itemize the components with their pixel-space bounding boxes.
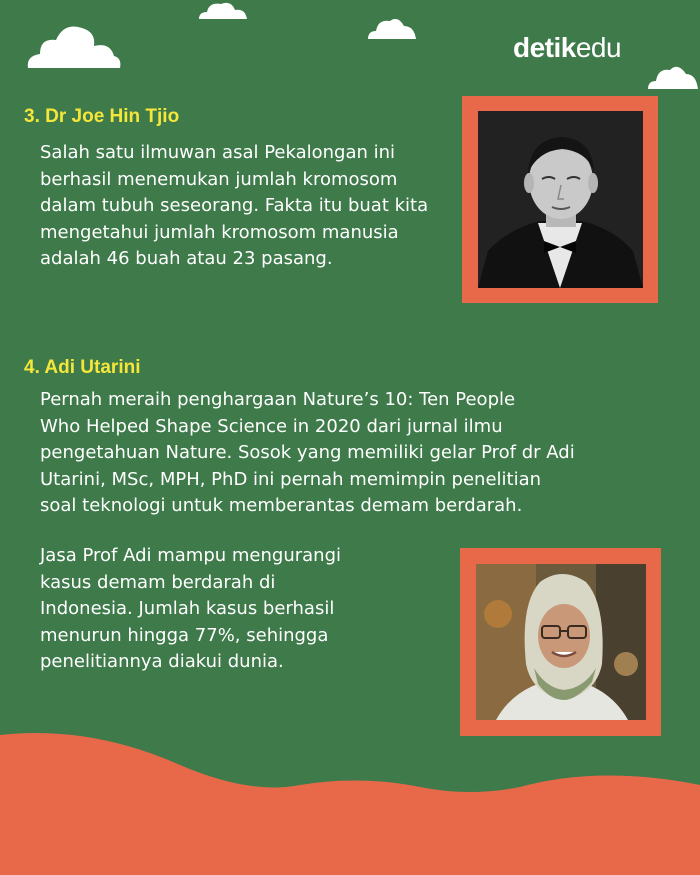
text-line: Who Helped Shape Science in 2020 dari jurnal ilmu	[40, 415, 503, 437]
text-line: kasus demam berdarah di	[40, 571, 276, 593]
section-body-adi-utarini-achievement	[40, 387, 575, 520]
cloud-icon	[24, 18, 124, 70]
decorative-wave	[0, 725, 700, 875]
cloud-icon	[197, 0, 249, 20]
text-line: adalah 46 buah atau 23 pasang.	[40, 248, 333, 269]
portrait-man-bowtie	[478, 111, 643, 288]
section-body-adi-utarini-impact	[40, 543, 341, 676]
text-line: penelitiannya diakui dunia.	[40, 651, 284, 672]
section-heading-joe-hin-tjio: 3. Dr Joe Hin Tjio	[24, 106, 180, 127]
text-line: Pernah meraih penghargaan Nature’s 10: Ten People	[40, 389, 516, 410]
text-line: mengetahui jumlah kromosom manusia	[40, 221, 399, 243]
text-line: Jasa Prof Adi mampu mengurangi	[40, 545, 341, 566]
text-line: Salah satu ilmuwan asal Pekalongan ini	[40, 142, 396, 163]
text-line: soal teknologi untuk memberantas demam berdarah.	[40, 495, 523, 516]
text-line: dalam tubuh seseorang. Fakta itu buat kita	[40, 195, 429, 216]
portrait-woman-hijab	[476, 564, 646, 720]
text-line: berhasil menemukan jumlah kromosom	[40, 168, 398, 190]
section-body-joe-hin-tjio	[40, 140, 428, 273]
text-line: Indonesia. Jumlah kasus berhasil	[40, 598, 335, 619]
text-line: menurun hingga 77%, sehingga	[40, 624, 329, 646]
cloud-icon	[366, 14, 418, 40]
section-heading-adi-utarini: 4. Adi Utarini	[24, 357, 141, 378]
text-line: Utarini, MSc, MPH, PhD ini pernah memimpin penelitian	[40, 468, 542, 490]
cloud-icon	[646, 60, 700, 90]
brand-logo: detikedu	[513, 32, 622, 63]
text-line: pengetahuan Nature. Sosok yang memiliki gelar Prof dr Adi	[40, 442, 575, 463]
